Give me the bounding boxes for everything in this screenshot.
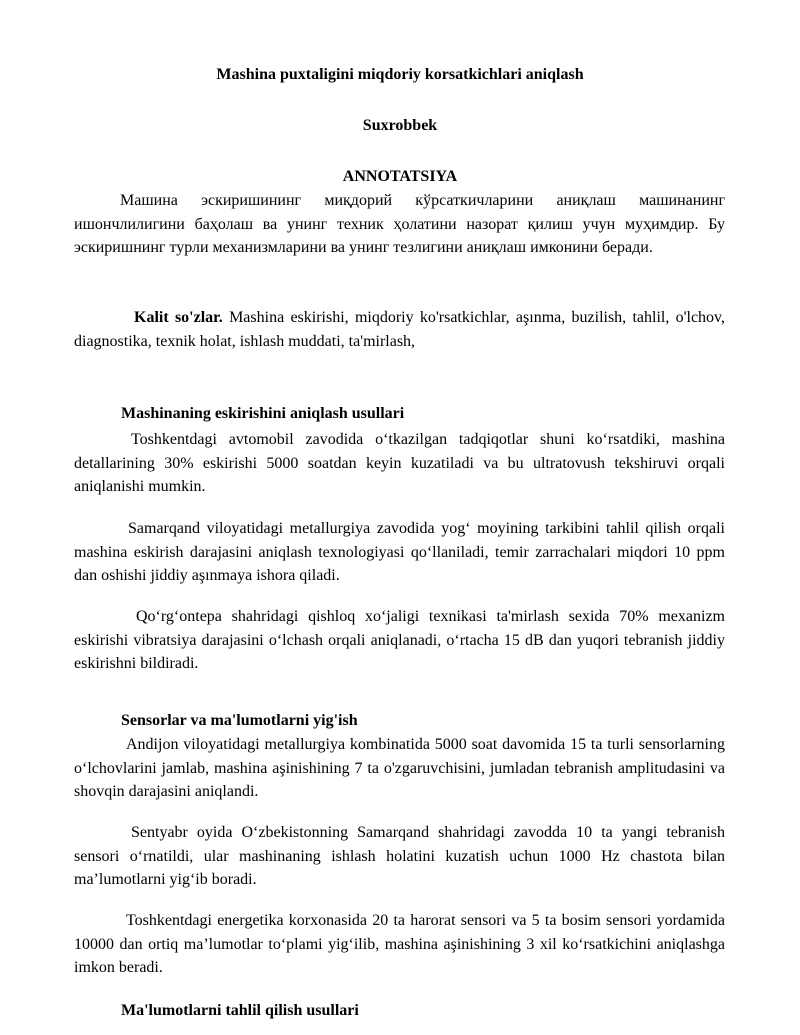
- document-author: Suxrobbek: [362, 117, 438, 134]
- section-paragraph: Qo‘rg‘ontepa shahridagi qishloq xo‘jaligi texnikasi ta'mirlash sexida 70% mexanizm eskirishi vibratsiya darajasini o‘lchash orqali aniqlanadi, o‘rtacha 15 dB dan yuqori tebranish jiddiy eskirishni bildiradi.: [74, 608, 725, 672]
- section-heading: Ma'lumotlarni tahlil qilish usullari: [121, 1002, 359, 1019]
- section-paragraph: Andijon viloyatidagi metallurgiya kombinatida 5000 soat davomida 15 ta turli sensorlarning o‘lchovlarini jamlab, mashina aşinishining 7 ta o'zgaruvchisini, jumladan tebranish amplitudasini va shovqin darajasini aniqlandi.: [74, 736, 725, 800]
- keywords-paragraph: [74, 306, 725, 353]
- section-heading: Mashinaning eskirishini aniqlash usullari: [121, 405, 405, 422]
- section-paragraph: Samarqand viloyatidagi metallurgiya zavodida yog‘ moyining tarkibini tahlil qilish orqali mashina eskirish darajasini aniqlash texnologiyasi qo‘llaniladi, temir zarrachalari miqdori 10 ppm dan oshishi jiddiy aşınmaya ishora qiladi.: [74, 520, 725, 584]
- section-paragraph: Sentyabr oyida O‘zbekistonning Samarqand shahridagi zavodda 10 ta yangi tebranish sensori o‘rnatildi, ular mashinaning ishlash holatini kuzatish uchun 1000 Hz chastota bilan ma’lumotlarni yig‘ib boradi.: [74, 824, 725, 888]
- section-paragraph: Toshkentdagi avtomobil zavodida o‘tkazilgan tadqiqotlar shuni ko‘rsatdiki, mashina detallarining 30% eskirishi 5000 soatdan keyin kuzatiladi va bu ultratovush tekshiruvi orqali aniqlanishi mumkin.: [74, 431, 725, 495]
- document-title: Mashina puxtaligini miqdoriy korsatkichlari aniqlash: [216, 66, 584, 83]
- annotation-heading: ANNOTATSIYA: [342, 168, 458, 185]
- section-paragraph: Toshkentdagi energetika korxonasida 20 ta harorat sensori va 5 ta bosim sensori yordamida 10000 dan ortiq ma’lumotlar to‘plami yig‘ilib, mashina aşinishining 3 xil ko‘rsatkichini aniqlashga imkon beradi.: [74, 912, 725, 976]
- annotation-paragraph: Машина эскиришининг миқдорий кўрсаткичларини аниқлаш машинанинг ишончлилигини баҳолаш ва унинг техник ҳолатини назорат қилиш учун муҳимдир. Бу эскиришнинг турли механизмларини ва унинг тезлигини аниқлаш имконини беради.: [74, 192, 725, 256]
- keywords-label: Kalit so'zlar.: [134, 309, 223, 326]
- section-heading: Sensorlar va ma'lumotlarni yig'ish: [121, 712, 358, 729]
- keywords-text: Mashina eskirishi, miqdoriy ko'rsatkichlar, aşınma, buzilish, tahlil, o'lchov, diagnostika, texnik holat, ishlash muddati, ta'mirlash,: [74, 309, 726, 350]
